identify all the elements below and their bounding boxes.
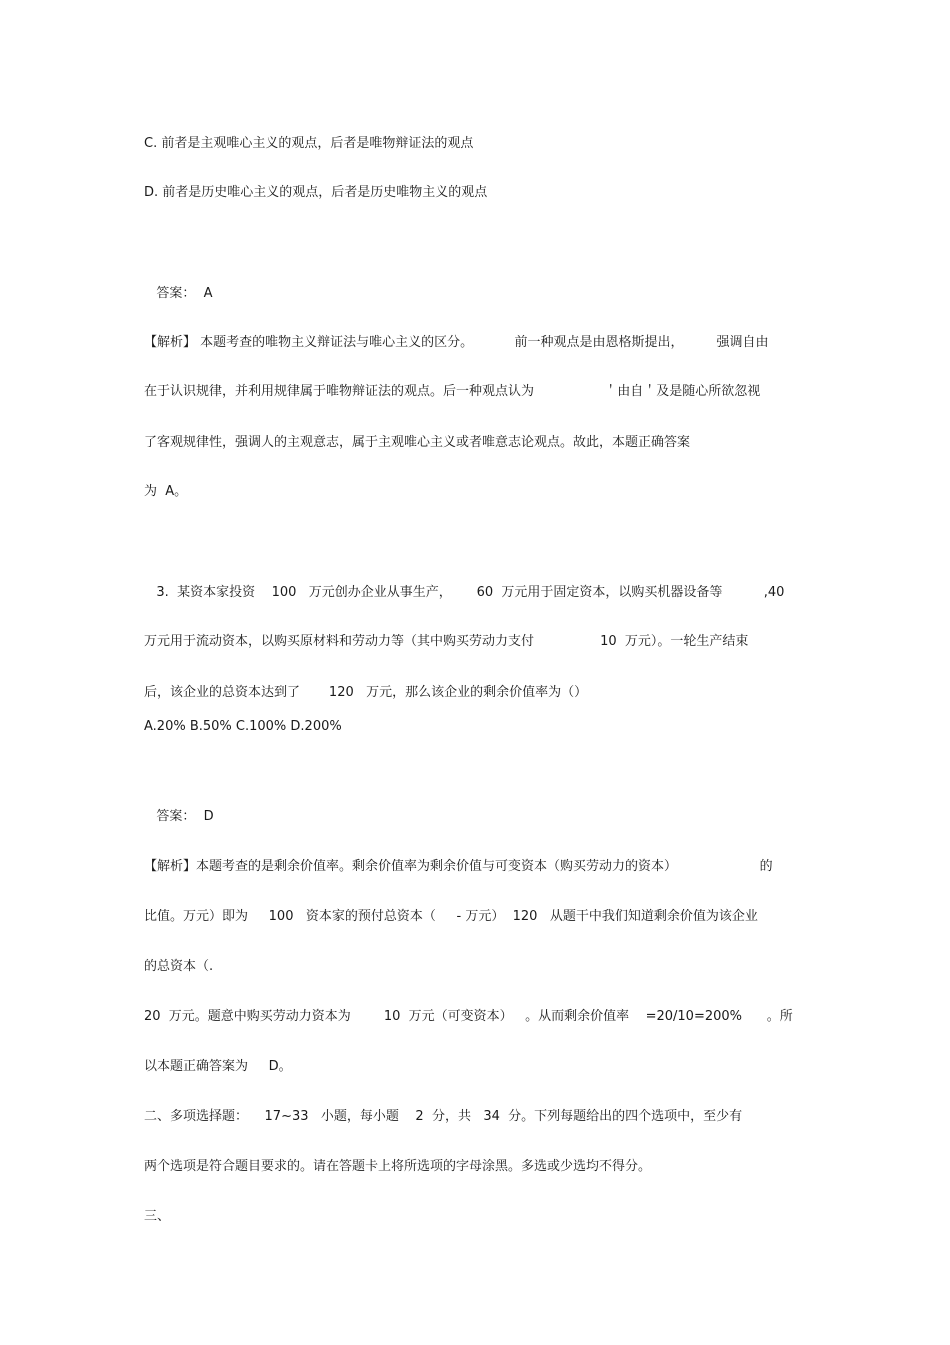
analysis-3-line-1: 【解析】本题考查的是剩余价值率。剩余价值率为剩余价值与可变资本（购买劳动力的资本） 的 [144,859,773,874]
question-3-options: A.20% B.50% C.100% D.200% [144,719,342,734]
analysis-1-line-2: 在于认识规律，并利用规律属于唯物辩证法的观点。后一种观点认为 ＇由自＇及是随心所欲忽视 [144,384,761,399]
analysis-3-line-3: 的总资本（. [144,959,214,974]
analysis-3-line-2: 比值。万元）即为 100 资本家的预付总资本（ - 万元） 120 从题干中我们知道剩余价值为该企业 [144,909,758,924]
question-3-line-3: 后，该企业的总资本达到了 120 万元，那么该企业的剩余价值率为（） [144,685,588,700]
answer-1: 答案： A [144,286,213,301]
analysis-3-line-5: 以本题正确答案为 D。 [144,1059,292,1074]
option-d: D. 前者是历史唯心主义的观点，后者是历史唯物主义的观点 [144,185,488,200]
answer-3: 答案： D [144,809,214,824]
analysis-1-line-3: 了客观规律性，强调人的主观意志，属于主观唯心主义或者唯意志论观点。故此，本题正确答案 [144,435,691,450]
question-3-line-2: 万元用于流动资本，以购买原材料和劳动力等（其中购买劳动力支付 10 万元）。一轮生产结束 [144,634,749,649]
question-3-line-1: 3. 某资本家投资 100 万元创办企业从事生产， 60 万元用于固定资本，以购买机器设备等 ,40 [144,585,785,600]
option-c: C. 前者是主观唯心主义的观点，后者是唯物辩证法的观点 [144,136,474,151]
section-3-heading: 三、 [144,1209,171,1224]
section-2-heading-line-1: 二、多项选择题： 17~33 小题，每小题 2 分，共 34 分。下列每题给出的四个选项中，至少有 [144,1109,743,1124]
section-2-heading-line-2: 两个选项是符合题目要求的。请在答题卡上将所选项的字母涂黑。多选或少选均不得分。 [144,1159,652,1174]
analysis-3-line-4: 20 万元。题意中购买劳动力资本为 10 万元（可变资本） 。从而剩余价值率 =20/10=200% 。所 [144,1009,793,1024]
analysis-1-line-4: 为 A。 [144,484,188,499]
analysis-1-line-1: 【解析】 本题考查的唯物主义辩证法与唯心主义的区分。 前一种观点是由恩格斯提出， 强调自由 [144,335,769,350]
